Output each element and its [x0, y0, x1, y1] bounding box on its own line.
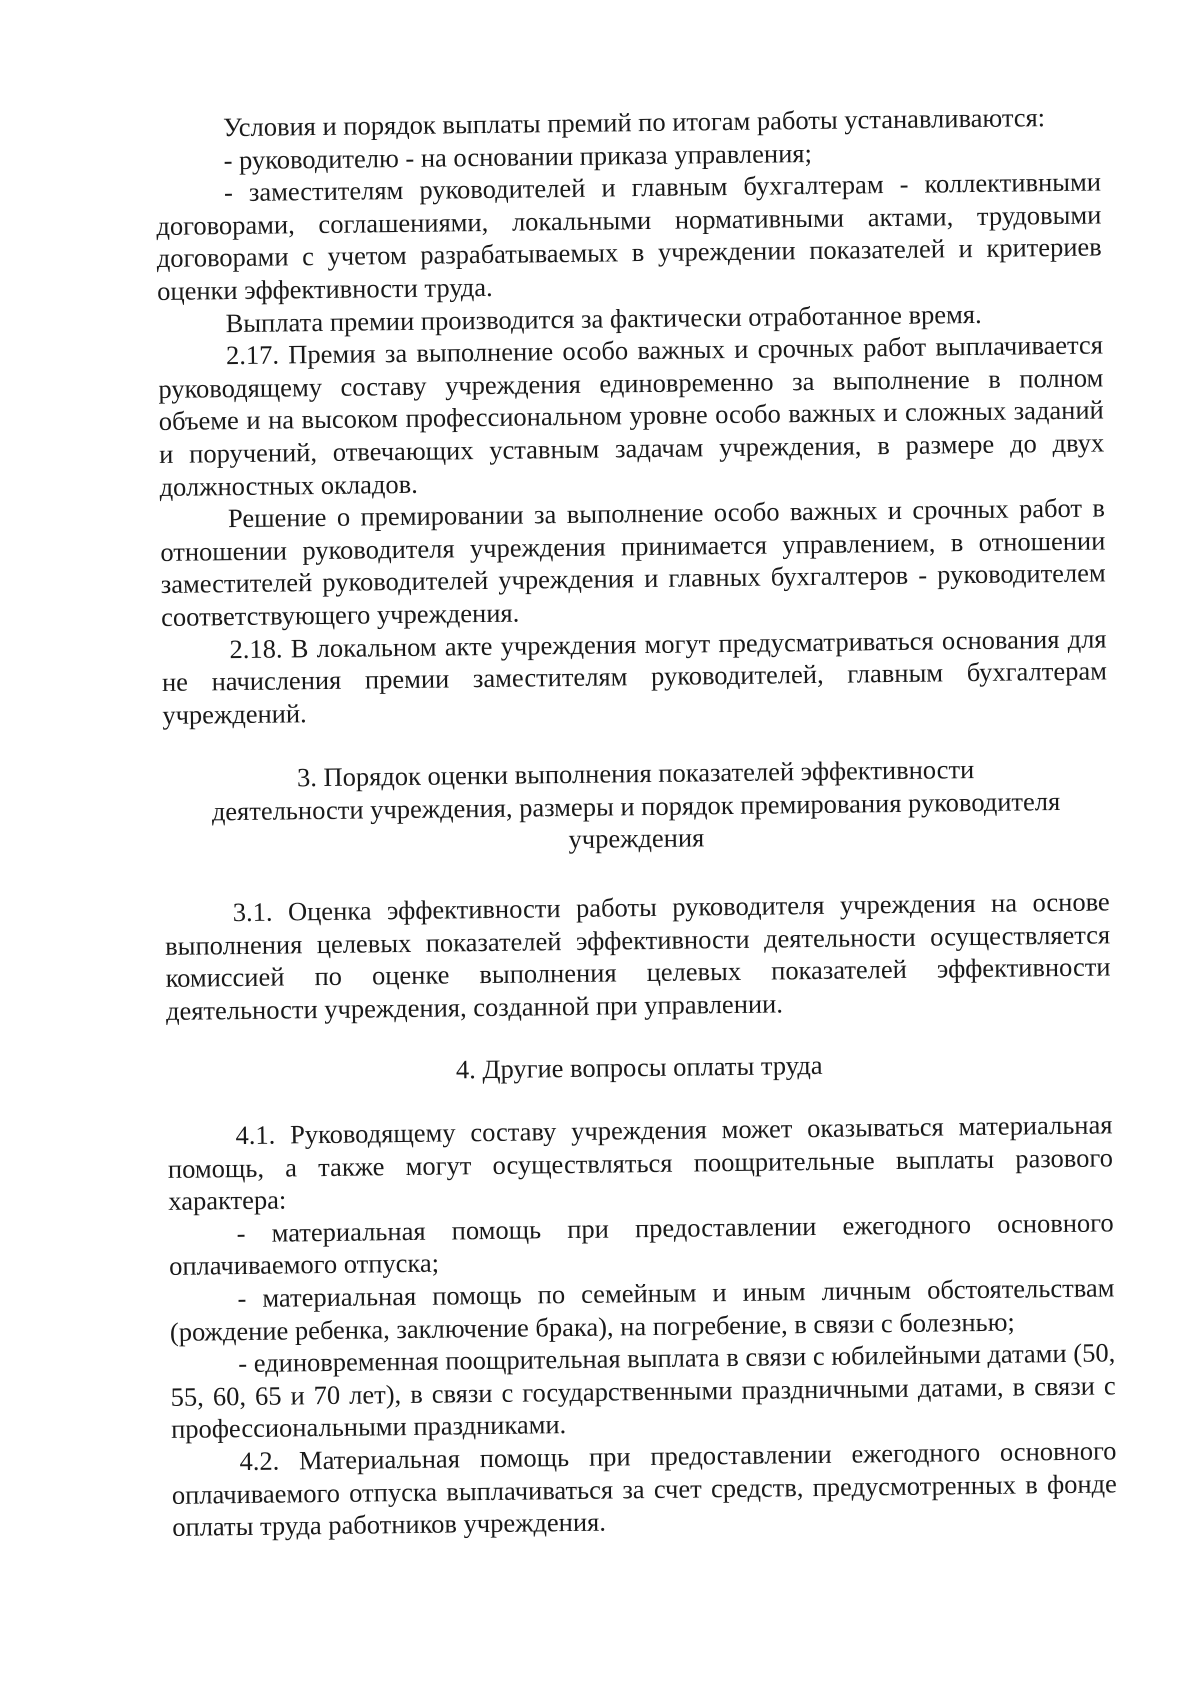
- section-4-heading: 4. Другие вопросы оплаты труда: [455, 1050, 823, 1085]
- document-page: [155, 100, 1117, 1543]
- list-item: - заместителям руководителей и главным бухгалтерам - коллективными договорами, соглашениями, локальными нормативными актами, трудовыми договорами с учетом разрабатываемых в учреждении показателей и критериев оценки эффективности труда.: [156, 166, 1102, 306]
- section-3-heading-line1: 3. Порядок оценки выполнения показателей эффективности: [296, 754, 975, 793]
- list-item: - единовременная поощрительная выплата в связи с юбилейными датами (50, 55, 60, 65 и 70 лет), в связи с государственными праздничными датами, в связи с профессиональными праздниками.: [170, 1337, 1116, 1445]
- clause-4-1: 4.1. Руководящему составу учреждения может оказываться материальная помощь, а также могут осуществляться поощрительные выплаты разового характера:: [167, 1109, 1114, 1217]
- clause-2-18: 2.18. В локальном акте учреждения могут предусматриваться основания для не начисления премии заместителям руководителей, главным бухгалтерам учреждений.: [161, 622, 1108, 730]
- section-3-heading: [163, 752, 1109, 861]
- clause-3-1: 3.1. Оценка эффективности работы руководителя учреждения на основе выполнения целевых показателей эффективности деятельности осуществляется комиссией по оценке выполнения целевых показателей эффективности деятельности учреждения, созданной при управлении.: [165, 886, 1111, 1026]
- list-item: - материальная помощь при предоставлении ежегодного основного оплачиваемого отпуска;: [168, 1207, 1114, 1282]
- list-item: - руководителю - на основании приказа управления;: [223, 137, 813, 175]
- list-item: - материальная помощь по семейным и иным личным обстоятельствам (рождение ребенка, заключение брака), на погребение, в связи с болезнью;: [169, 1272, 1115, 1347]
- decision-paragraph: Решение о премировании за выполнение особо важных и срочных работ в отношении руководителя учреждения принимается управлением, в отношении заместителей руководителей учреждения и главных бухгалтеров - руководителем соответствующего учреждения.: [160, 492, 1106, 632]
- clause-2-17: 2.17. Премия за выполнение особо важных и срочных работ выплачивается руководящему составу учреждения единовременно за выполнение в полном объеме и на высоком профессиональном уровне особо важных и сложных заданий и поручений, отвечающих уставным задачам учреждения, в размере до двух должностных окладов.: [158, 329, 1105, 502]
- payment-note-paragraph: Выплата премии производится за фактически отработанное время.: [225, 298, 982, 338]
- clause-4-2: 4.2. Материальная помощь при предоставлении ежегодного основного оплачиваемого отпуска выплачиваться за счет средств, предусмотренных в фонде оплаты труда работников учреждения.: [171, 1435, 1118, 1543]
- premium-conditions-intro: Условия и порядок выплаты премий по итогам работы устанавливаются:: [223, 102, 1046, 143]
- section-3-heading-line3: учреждения: [568, 822, 705, 855]
- section-3-heading-line2: деятельности учреждения, размеры и порядок премирования руководителя: [211, 785, 1061, 827]
